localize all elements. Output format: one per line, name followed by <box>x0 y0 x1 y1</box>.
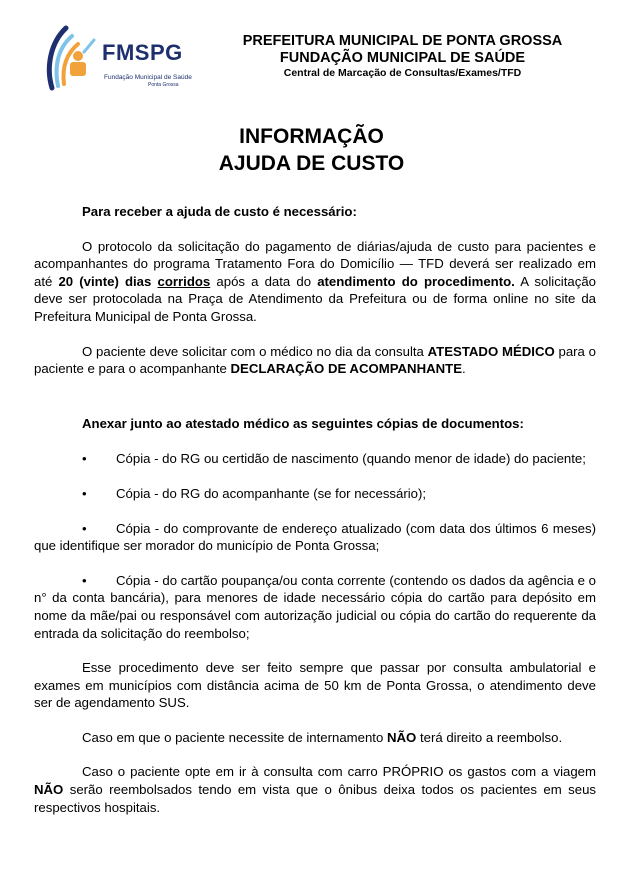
paragraph-protocol <box>34 238 596 326</box>
bold-text: NÃO <box>386 729 417 745</box>
bold-text: 20 (vinte) dias <box>58 273 152 289</box>
bullet-icon: • <box>82 572 87 588</box>
text: serão reembolsados tendo em vista que o ônibus deixa todos os pacientes em seus respectivos hospitais. <box>34 782 596 815</box>
list-item-text: Cópia - do comprovante de endereço atualizado (com data dos últimos 6 meses) que identifique ser morador do município de Ponta Grossa; <box>34 520 596 554</box>
list-item <box>34 485 596 503</box>
text: Caso o paciente opte em ir à consulta com carro PRÓPRIO os gastos com a viagem <box>82 764 596 780</box>
list-item <box>34 450 596 468</box>
bullet-icon: • <box>82 451 87 467</box>
document-body <box>34 203 596 816</box>
paragraph-atestado <box>34 343 596 378</box>
logo-city: Ponta Grossa <box>148 82 179 88</box>
text: Caso em que o paciente necessite de internamento <box>82 729 387 745</box>
bold-text: atendimento do procedimento. <box>317 273 515 289</box>
paragraph-procedure: Esse procedimento deve ser feito sempre que passar por consulta ambulatorial e exames em municípios com distância acima de 50 km de Ponta Grossa, o atendimento deve ser de agendamento SUS. <box>34 660 596 711</box>
lead-heading: Para receber a ajuda de custo é necessário: <box>82 204 357 219</box>
list-item-text: Cópia - do RG ou certidão de nascimento (quando menor de idade) do paciente; <box>116 451 586 467</box>
list-item-text: Cópia - do cartão poupança/ou conta corrente (contendo os dados da agência e o n° da conta bancária), para menores de idade necessário cópia do cartão para depósito em nome da mãe/pai ou responsável com autorização judicial ou cópia do cartão do requerente da entrada da solicitação do reembolso; <box>34 572 596 641</box>
header-line-1: PREFEITURA MUNICIPAL DE PONTA GROSSA <box>242 33 563 49</box>
letterhead <box>205 33 600 80</box>
text: após a data do <box>210 273 318 289</box>
document-title-line-2: AJUDA DE CUSTO <box>218 152 405 175</box>
text: A solicitação deve ser protocolada na Praça de Atendimento da Prefeitura ou de forma online no site da Prefeitura Municipal de Ponta Grossa. <box>34 273 596 324</box>
text: . <box>462 361 466 377</box>
header-line-2: FUNDAÇÃO MUNICIPAL DE SAÚDE <box>279 50 526 66</box>
fmspg-logo-mark <box>44 18 104 98</box>
text: O protocolo da solicitação do pagamento de diárias/ajuda de custo para pacientes e acompanhantes do programa Tratamento Fora do Domicílio — TFD deverá ser realizado em até <box>34 238 596 289</box>
paragraph-hospitalization <box>34 729 596 747</box>
bullet-icon: • <box>82 485 87 501</box>
text: O paciente deve solicitar com o médico no dia da consulta <box>82 343 428 359</box>
header-line-3: Central de Marcação de Consultas/Exames/TFD <box>283 67 522 79</box>
bold-text: DECLARAÇÃO DE ACOMPANHANTE <box>230 361 463 377</box>
text: terá direito a reembolso. <box>416 729 563 745</box>
list-item <box>34 572 596 642</box>
bold-text: NÃO <box>34 782 64 798</box>
underlined-text: corridos <box>157 273 211 289</box>
logo-name: FMSPG <box>102 40 183 65</box>
logo-subtitle: Fundação Municipal de Saúde <box>104 74 192 81</box>
text: para o paciente e para o acompanhante <box>34 343 596 377</box>
fmspg-logo <box>44 18 204 98</box>
list-item <box>34 520 596 555</box>
documents-heading: Anexar junto ao atestado médico as seguintes cópias de documentos: <box>82 415 524 431</box>
paragraph-own-car <box>34 763 596 816</box>
bold-text: ATESTADO MÉDICO <box>427 343 555 359</box>
bullet-icon: • <box>82 520 87 536</box>
list-item-text: Cópia - do RG do acompanhante (se for necessário); <box>116 485 427 501</box>
document-title-line-1: INFORMAÇÃO <box>239 125 384 148</box>
